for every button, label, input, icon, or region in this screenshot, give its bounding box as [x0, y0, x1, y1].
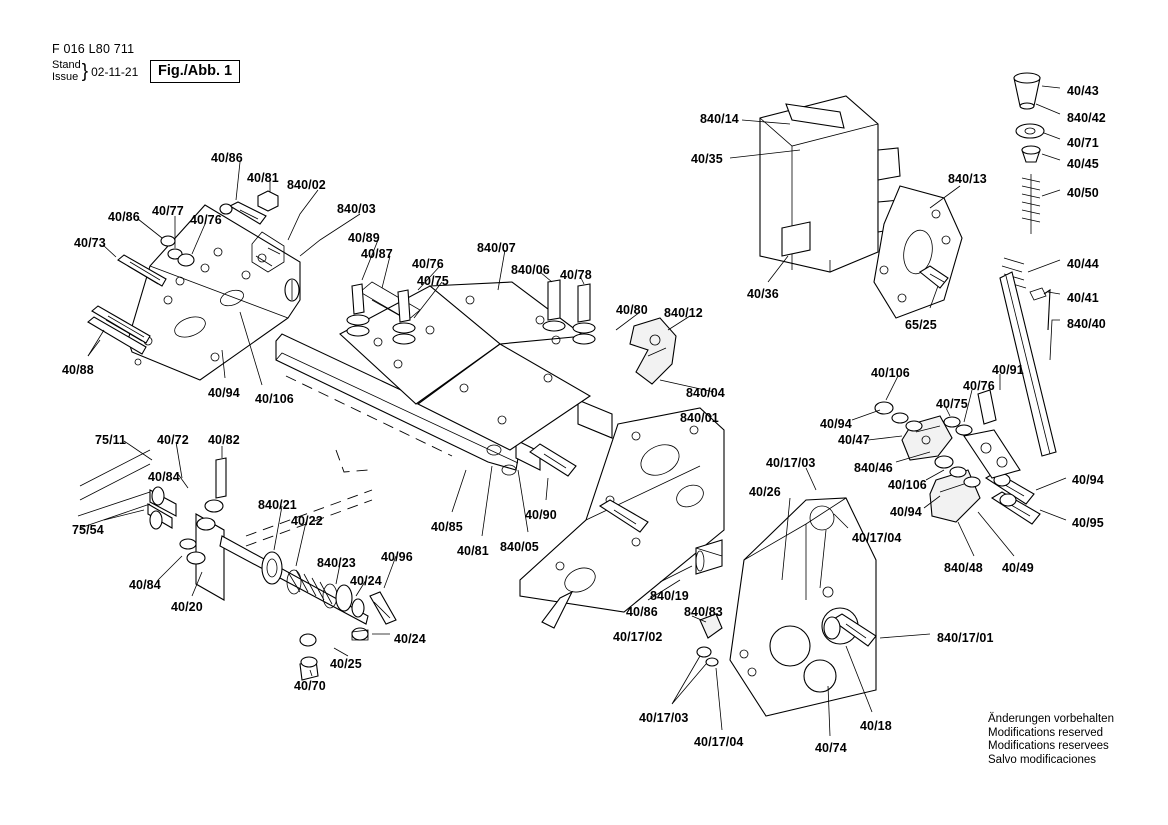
- part-label: 840/13: [948, 172, 987, 186]
- part-label: 75/54: [72, 523, 104, 537]
- issue-date: 02-11-21: [91, 64, 139, 79]
- figure-badge: Fig./Abb. 1: [150, 60, 240, 83]
- part-label: 75/11: [95, 433, 127, 447]
- part-label: 40/76: [412, 257, 444, 271]
- part-label: 40/106: [255, 392, 294, 406]
- part-label: 840/04: [686, 386, 725, 400]
- part-label: 840/05: [500, 540, 539, 554]
- part-label: 840/42: [1067, 111, 1106, 125]
- part-label: 840/07: [477, 241, 516, 255]
- part-label: 840/03: [337, 202, 376, 216]
- part-label: 40/26: [749, 485, 781, 499]
- lever-840-12: [630, 318, 676, 384]
- part-label: 840/48: [944, 561, 983, 575]
- part-label: 840/40: [1067, 317, 1106, 331]
- part-label: 840/06: [511, 263, 550, 277]
- part-label: 40/45: [1067, 157, 1099, 171]
- part-label: 40/41: [1067, 291, 1099, 305]
- part-label: 840/23: [317, 556, 356, 570]
- part-label: 840/46: [854, 461, 893, 475]
- part-label: 40/24: [350, 574, 382, 588]
- part-label: 40/82: [208, 433, 240, 447]
- part-label: 40/24: [394, 632, 426, 646]
- part-label: 40/86: [108, 210, 140, 224]
- part-label: 40/73: [74, 236, 106, 250]
- brace-glyph: }: [81, 61, 89, 82]
- part-label: 40/17/03: [766, 456, 816, 470]
- part-label: 40/70: [294, 679, 326, 693]
- disclaimer-line-es: Salvo modificaciones: [988, 753, 1097, 766]
- part-label: 40/17/04: [694, 735, 744, 749]
- part-label: 40/76: [190, 213, 222, 227]
- part-label: 40/87: [361, 247, 393, 261]
- part-label: 40/88: [62, 363, 94, 377]
- part-label: 40/47: [838, 433, 870, 447]
- stand-label: Stand: [52, 59, 81, 71]
- part-label: 40/94: [208, 386, 240, 400]
- part-label: 40/50: [1067, 186, 1099, 200]
- part-label: 40/72: [157, 433, 189, 447]
- part-label: 40/96: [381, 550, 413, 564]
- part-label: 40/86: [626, 605, 658, 619]
- part-label: 40/81: [247, 171, 279, 185]
- part-label: 65/25: [905, 318, 937, 332]
- part-label: 40/86: [211, 151, 243, 165]
- part-label: 40/106: [888, 478, 927, 492]
- part-label: 40/91: [992, 363, 1024, 377]
- part-label: 40/43: [1067, 84, 1099, 98]
- part-label: 40/75: [936, 397, 968, 411]
- part-label: 40/81: [457, 544, 489, 558]
- disclaimer-line-en: Modifications reserved: [988, 726, 1104, 739]
- part-label: 40/80: [616, 303, 648, 317]
- part-label: 40/25: [330, 657, 362, 671]
- part-label: 40/84: [129, 578, 161, 592]
- part-label: 840/83: [684, 605, 723, 619]
- part-label: 840/14: [700, 112, 739, 126]
- part-label: 840/01: [680, 411, 719, 425]
- part-label: 40/95: [1072, 516, 1104, 530]
- part-label: 840/21: [258, 498, 297, 512]
- part-label: 840/02: [287, 178, 326, 192]
- part-label: 40/90: [525, 508, 557, 522]
- part-label: 40/94: [1072, 473, 1104, 487]
- disclaimer-line-de: Änderungen vorbehalten: [988, 713, 1114, 725]
- part-label: 840/12: [664, 306, 703, 320]
- part-label: 40/17/02: [613, 630, 663, 644]
- part-label: 40/22: [291, 514, 323, 528]
- disclaimer-line-fr: Modifications reservees: [988, 740, 1109, 753]
- part-label: 840/19: [650, 589, 689, 603]
- part-label: 40/17/04: [852, 531, 902, 545]
- part-label: 40/89: [348, 231, 380, 245]
- part-label: 40/44: [1067, 257, 1099, 271]
- part-label: 40/36: [747, 287, 779, 301]
- part-label: 40/71: [1067, 136, 1099, 150]
- part-label: 40/78: [560, 268, 592, 282]
- part-label: 40/77: [152, 204, 184, 218]
- part-label: 40/85: [431, 520, 463, 534]
- part-label: 40/20: [171, 600, 203, 614]
- part-label: 40/106: [871, 366, 910, 380]
- part-label: 40/35: [691, 152, 723, 166]
- spring-40-50: [1022, 174, 1040, 234]
- part-label: 840/17/01: [937, 631, 994, 645]
- part-label: 40/94: [820, 417, 852, 431]
- part-label: 40/49: [1002, 561, 1034, 575]
- document-code: F 016 L80 711: [52, 42, 135, 56]
- part-label: 40/75: [417, 274, 449, 288]
- part-label: 40/18: [860, 719, 892, 733]
- part-label: 40/84: [148, 470, 180, 484]
- part-label: 40/94: [890, 505, 922, 519]
- part-label: 40/76: [963, 379, 995, 393]
- part-label: 40/74: [815, 741, 847, 755]
- part-label: 40/17/03: [639, 711, 689, 725]
- issue-label: Issue: [52, 70, 79, 83]
